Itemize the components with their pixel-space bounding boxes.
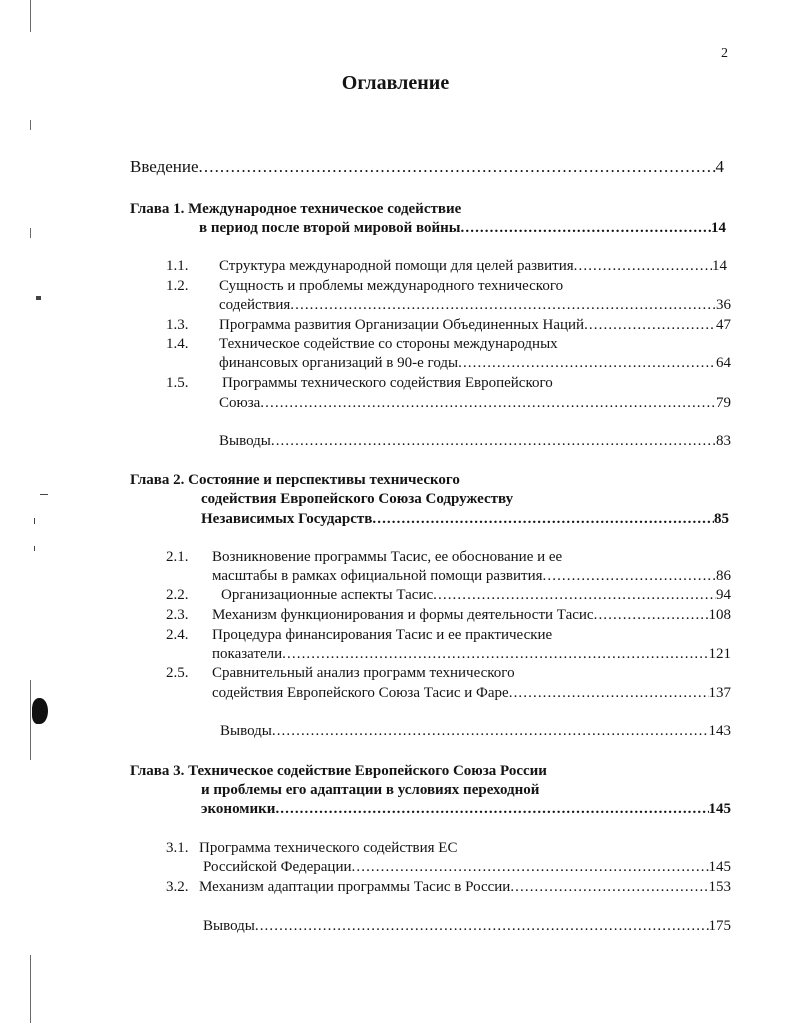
toc-leader — [458, 354, 716, 373]
toc-section-entry[interactable]: Программа развития Организации Объединенных Наций ..... 47 — [219, 316, 731, 335]
scan-edge-mark — [30, 680, 31, 760]
toc-leader — [594, 606, 709, 625]
toc-leader — [275, 800, 708, 819]
toc-chapter-heading[interactable]: Глава 2. Состояние и перспективы технического — [130, 472, 460, 488]
toc-chapter-heading[interactable]: Глава 3. Техническое содействие Европейского Союза России — [130, 763, 547, 779]
toc-section-entry[interactable]: показатели ..... 121 — [212, 645, 731, 664]
toc-section-number: 3.1. — [166, 840, 189, 856]
toc-leader — [282, 645, 708, 664]
page-title: Оглавление — [341, 72, 450, 94]
toc-section-entry[interactable]: Возникновение программы Тасис, ее обоснование и ее — [212, 549, 563, 565]
toc-section-number: 2.2. — [166, 587, 189, 603]
toc-leader — [255, 917, 709, 936]
toc-section-number: 1.3. — [166, 317, 189, 333]
toc-leader — [461, 219, 711, 238]
toc-chapter-heading[interactable]: Независимых Государств ..... 85 — [201, 510, 729, 529]
toc-section-number: 1.4. — [166, 336, 189, 352]
toc-chapter-heading[interactable]: в период после второй мировой войны ..... 14 — [199, 219, 726, 238]
toc-conclusions-entry[interactable]: Выводы ..... 175 — [203, 917, 731, 936]
toc-leader — [290, 296, 716, 315]
toc-conclusions-entry[interactable]: Выводы ..... 83 — [219, 432, 731, 451]
scan-edge-mark — [30, 955, 31, 1023]
toc-intro-entry[interactable] — [130, 157, 724, 176]
scan-tick — [34, 546, 35, 551]
page-number: 2 — [721, 46, 728, 61]
toc-section-number: 2.1. — [166, 549, 189, 565]
toc-leader — [543, 567, 716, 586]
ink-blot — [32, 698, 48, 724]
toc-leader — [510, 878, 708, 897]
toc-section-number: 2.3. — [166, 607, 189, 623]
toc-chapter-heading[interactable]: Глава 1. Международное техническое содействие — [130, 201, 462, 217]
toc-section-entry[interactable]: содействия Европейского Союза Тасис и Фаре ..... 137 — [212, 684, 731, 703]
toc-chapter-heading[interactable]: и проблемы его адаптации в условиях переходной — [201, 782, 540, 798]
toc-section-entry[interactable]: Организационные аспекты Тасис ..... 94 — [221, 586, 731, 605]
toc-section-number: 1.5. — [166, 375, 189, 391]
toc-leader — [272, 722, 709, 741]
toc-section-entry[interactable]: Союза ..... 79 — [219, 394, 731, 413]
toc-leader — [352, 858, 709, 877]
scan-tick — [34, 518, 35, 524]
scan-tick — [40, 494, 48, 495]
toc-section-number: 2.4. — [166, 627, 189, 643]
scan-edge-mark — [30, 0, 31, 32]
toc-section-entry[interactable]: Процедура финансирования Тасис и ее практические — [212, 627, 553, 643]
toc-section-number: 3.2. — [166, 879, 189, 895]
toc-section-entry[interactable]: финансовых организаций в 90-е годы ..... 64 — [219, 354, 731, 373]
toc-section-entry[interactable]: масштабы в рамках официальной помощи развития ..... 86 — [212, 567, 731, 586]
toc-section-entry[interactable]: Механизм адаптации программы Тасис в России ..... 153 — [199, 878, 731, 897]
scan-edge-mark — [30, 228, 31, 238]
toc-leader — [584, 316, 716, 335]
toc-section-entry[interactable]: Сущность и проблемы международного технического — [219, 278, 564, 294]
toc-leader — [199, 157, 716, 176]
toc-conclusions-entry[interactable]: Выводы ..... 143 — [220, 722, 731, 741]
toc-section-entry[interactable]: Структура международной помощи для целей развития ..... 14 — [219, 257, 727, 276]
toc-leader — [372, 510, 714, 529]
toc-page-number: 4 — [715, 157, 724, 176]
toc-leader — [260, 394, 716, 413]
toc-chapter-heading[interactable]: содействия Европейского Союза Содружеству — [201, 491, 514, 507]
toc-section-number: 2.5. — [166, 665, 189, 681]
toc-section-number: 1.2. — [166, 278, 189, 294]
toc-chapter-heading[interactable]: экономики ..... 145 — [201, 800, 731, 819]
toc-section-entry[interactable]: Российской Федерации ..... 145 — [203, 858, 731, 877]
toc-section-entry[interactable]: Программы технического содействия Европейского — [222, 375, 553, 391]
toc-intro-label: Введение — [130, 157, 199, 176]
toc-section-entry[interactable]: Техническое содействие со стороны международных — [219, 336, 558, 352]
toc-section-number: 1.1. — [166, 258, 189, 274]
toc-leader — [433, 586, 716, 605]
toc-section-entry[interactable]: содействия ..... 36 — [219, 296, 731, 315]
toc-leader — [574, 257, 712, 276]
toc-section-entry[interactable]: Сравнительный анализ программ технического — [212, 665, 515, 681]
toc-section-entry[interactable]: Программа технического содействия ЕС — [199, 840, 458, 856]
scan-edge-mark — [30, 120, 31, 130]
toc-leader — [271, 432, 716, 451]
toc-leader — [509, 684, 709, 703]
scan-tick — [36, 296, 41, 300]
toc-section-entry[interactable]: Механизм функционирования и формы деятельности Тасис ..... 108 — [212, 606, 731, 625]
